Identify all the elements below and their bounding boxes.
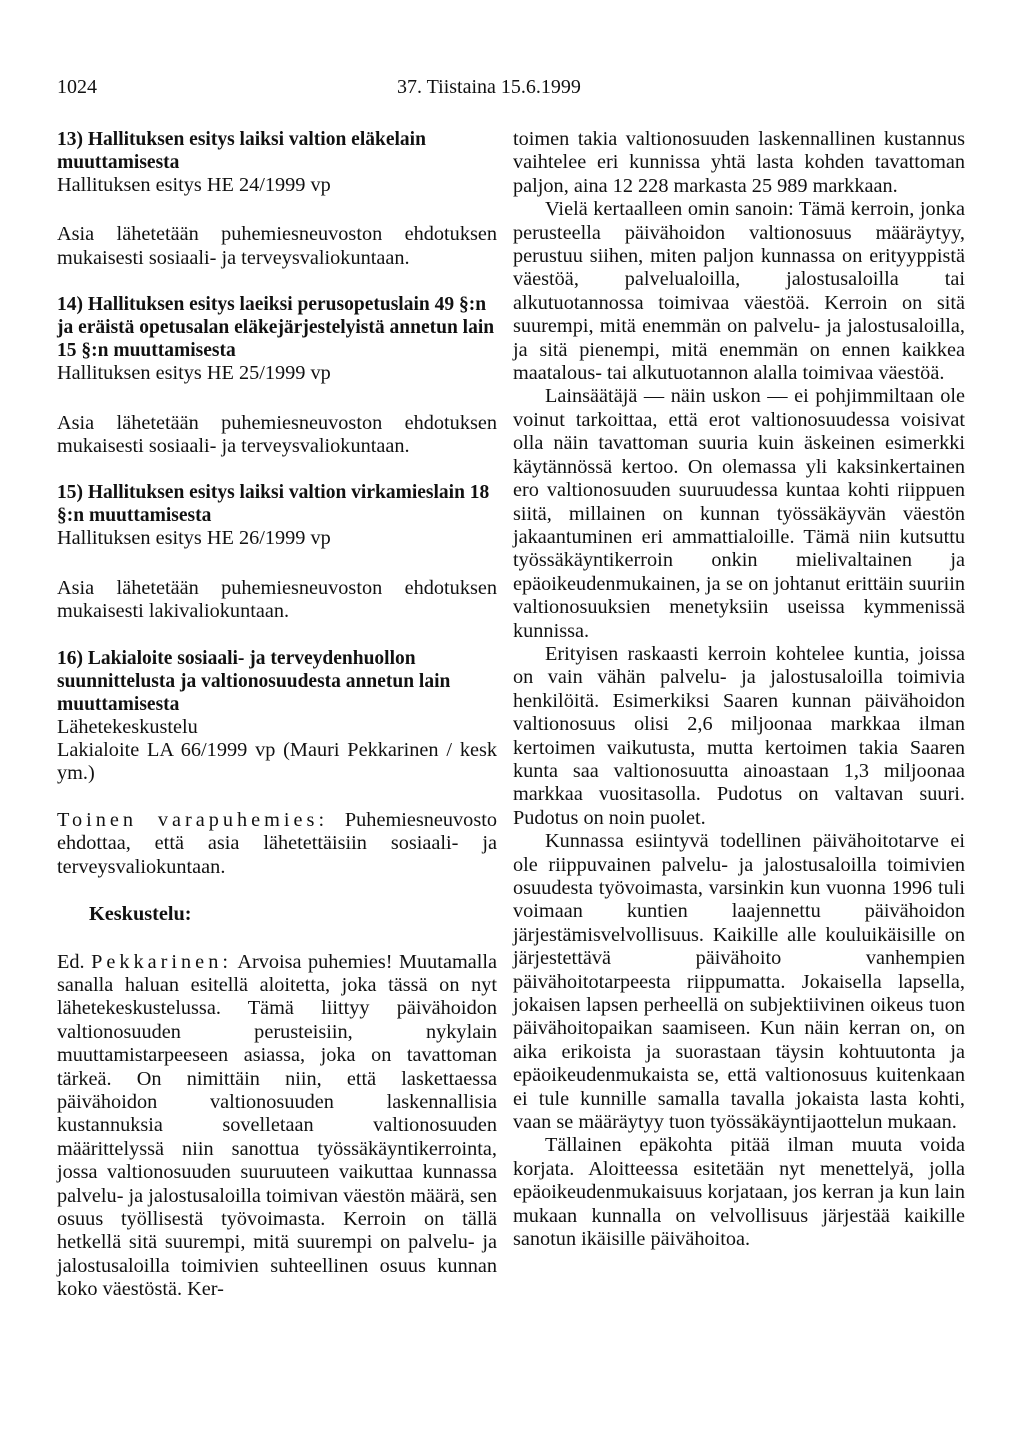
speaker-name: Pekkarinen: bbox=[91, 950, 232, 973]
speaker-role: Toinen varapuhemies: bbox=[57, 808, 329, 831]
speech-prefix: Ed. bbox=[57, 950, 92, 973]
item-13-proposal: Hallituksen esitys HE 24/1999 vp bbox=[57, 174, 331, 196]
page-number: 1024 bbox=[57, 76, 97, 98]
item-16-motion: Lakialoite LA 66/1999 vp (Mauri Pekkarinen / kesk ym.) bbox=[57, 739, 497, 785]
speaker-statement bbox=[57, 809, 497, 879]
item-15-heading: 15) Hallituksen esitys laiksi valtion virkamieslain 18 §:n muuttamisesta bbox=[57, 482, 490, 527]
item-14-referral: Asia lähetetään puhemiesneuvoston ehdotuksen mukaisesti sosiaali- ja terveysvaliokuntaan. bbox=[57, 411, 497, 458]
page-header bbox=[57, 76, 967, 104]
speaker-text: Puhemiesneuvosto ehdottaa, että asia lähetettäisiin sosiaali- ja terveysvaliokuntaan. bbox=[57, 808, 497, 878]
item-16-heading: 16) Lakialoite sosiaali- ja terveydenhuollon suunnittelusta ja valtionosuudesta annetun lain muuttamisesta bbox=[57, 647, 451, 715]
item-14-proposal: Hallituksen esitys HE 25/1999 vp bbox=[57, 362, 331, 385]
speech-text: Arvoisa puhemies! Muutamalla sanalla haluan esitellä aloitetta, joka tässä on nyt lähetekeskustelussa. Tämä liittyy päivähoidon valtionosuuden perusteisiin, nykylain muuttamistarpeeseen asiassa, joka on tavattoman tärkeä. On nimittäin niin, että laskettaessa päivähoidon valtionosuuden laskennallisia kustannuksia sovelletaan valtionosuuden määrittelyssä niin sanottua työssäkäyntikerrointa, jossa valtionosuuden suuruuteen vaikuttaa kunnassa palvelu- ja jalostusaloilla toimivan väestön määrä, sen osuus työllisestä työvoimasta. Kerroin on tällä hetkellä sitä suurempi, mitä suurempi on palvelu- ja jalostusaloilla toimivien suhteellinen osuus kunnan koko väestöstä. Ker- bbox=[57, 950, 497, 1301]
item-13-referral: Asia lähetetään puhemiesneuvoston ehdotuksen mukaisesti sosiaali- ja terveysvaliokuntaan. bbox=[57, 223, 497, 269]
speech-pekkarinen bbox=[57, 951, 497, 1302]
issue-date: 37. Tiistaina 15.6.1999 bbox=[397, 76, 581, 98]
speech-paragraph: Tällainen epäkohta pitää ilman muuta voida korjata. Aloitteessa esitetään nyt menettelyä, jolla epäoikeudenmukaisuus korjataan, jos kerran ja kun lain mukaan kunnalla on velvollisuus järjestää kaikille sanotun ikäisille päivähoitoa. bbox=[513, 1134, 965, 1251]
speech-paragraph: Lainsäätäjä — näin uskon — ei pohjimmiltaan ole voinut tarkoittaa, että erot valtionosuudessa voisivat olla näin tavattoman suuria kuin äskeinen esimerkki käytännössä kertoo. On olemassa yli kaksinkertainen ero valtionosuuden suuruudessa kuntaa kohti riippuen siitä, millainen on kunnan työssäkäyvän väestön jakaantuminen eri ammattialoille. Tämä niin kutsuttu työssäkäyntikerroin onkin mielivaltainen ja epäoikeudenmukainen, ja se on johtanut erittäin suuriin valtionosuuksien menetyksiin useissa kymmenissä kunnissa. bbox=[513, 385, 965, 642]
right-column bbox=[513, 128, 965, 1252]
speech-paragraph: Vielä kertaalleen omin sanoin: Tämä kerroin, jonka perusteella päivähoidon valtionosuus määräytyy, perustuu siihen, miten paljon kunnassa on erityyppistä väestöä, palvelualoilla, jalostusaloilla tai alkutuotannossa toimivaa väestöä. Kerroin on sitä suurempi, mitä enemmän on palvelu- ja jalostusaloilla, ja sitä pienempi, mitä enemmän on ennen kaikkea maatalous- tai alkutuotannon alalla toimivaa väestöä. bbox=[513, 198, 965, 385]
speech-paragraph: toimen takia valtionosuuden laskennallinen kustannus vaihtelee eri kunnissa yhtä lasta kohden tavattoman paljon, aina 12 228 markasta 25 989 markkaan. bbox=[513, 128, 965, 197]
left-column bbox=[57, 128, 497, 1302]
discussion-label: Keskustelu: bbox=[89, 903, 192, 926]
speech-paragraph: Kunnassa esiintyvä todellinen päivähoitotarve ei ole riippuvainen palvelu- ja jalostusaloilla toimivien osuudesta työvoimasta, varsinkin kun vuonna 1996 tuli voimaan kuntien laajennettu päivähoidon järjestämisvelvollisuus. Kaikille alle kouluikäisille on järjestettävä päivähoito vanhempien päivähoitotarpeesta riippumatta. Jokaisella lapsella, jokaisen lapsen perheellä on subjektiivinen oikeus tuon päivähoitopaikan saamiseen. Kun näin kerran on, on aika erikoista ja suorastaan täysin kohtuutonta ja epäoikeudenmukaista se, että valtionosuus kuitenkaan ei tule kunnille samalla tavalla jokaista lasta kohti, vaan se määräytyy tuon työssäkäyntijaottelun mukaan. bbox=[513, 830, 965, 1134]
item-15-referral: Asia lähetetään puhemiesneuvoston ehdotuksen mukaisesti lakivaliokuntaan. bbox=[57, 576, 497, 623]
speech-paragraph: Erityisen raskaasti kerroin kohtelee kuntia, joissa on vain vähän palvelu- ja jalostusaloilla toimivia henkilöitä. Esimerkiksi Saaren kunnan päivähoidon valtionosuus olisi 2,6 miljoonaa markkaa ilman kertoimen vaikutusta, mutta kertoimen takia Saaren kunta saa valtionosuutta ainoastaan 1,3 miljoonaa markkaa vuositasolla. Pudotus on valtavan suuri. Pudotus on noin puolet. bbox=[513, 642, 965, 829]
item-14-heading: 14) Hallituksen esitys laeiksi perusopetuslain 49 §:n ja eräistä opetusalan eläkejärjestelyistä annetun lain 15 §:n muuttamisesta bbox=[57, 294, 495, 362]
item-15-proposal: Hallituksen esitys HE 26/1999 vp bbox=[57, 527, 331, 550]
item-16-debate-type: Lähetekeskustelu bbox=[57, 715, 198, 738]
item-13-heading: 13) Hallituksen esitys laiksi valtion eläkelain muuttamisesta bbox=[57, 129, 426, 173]
